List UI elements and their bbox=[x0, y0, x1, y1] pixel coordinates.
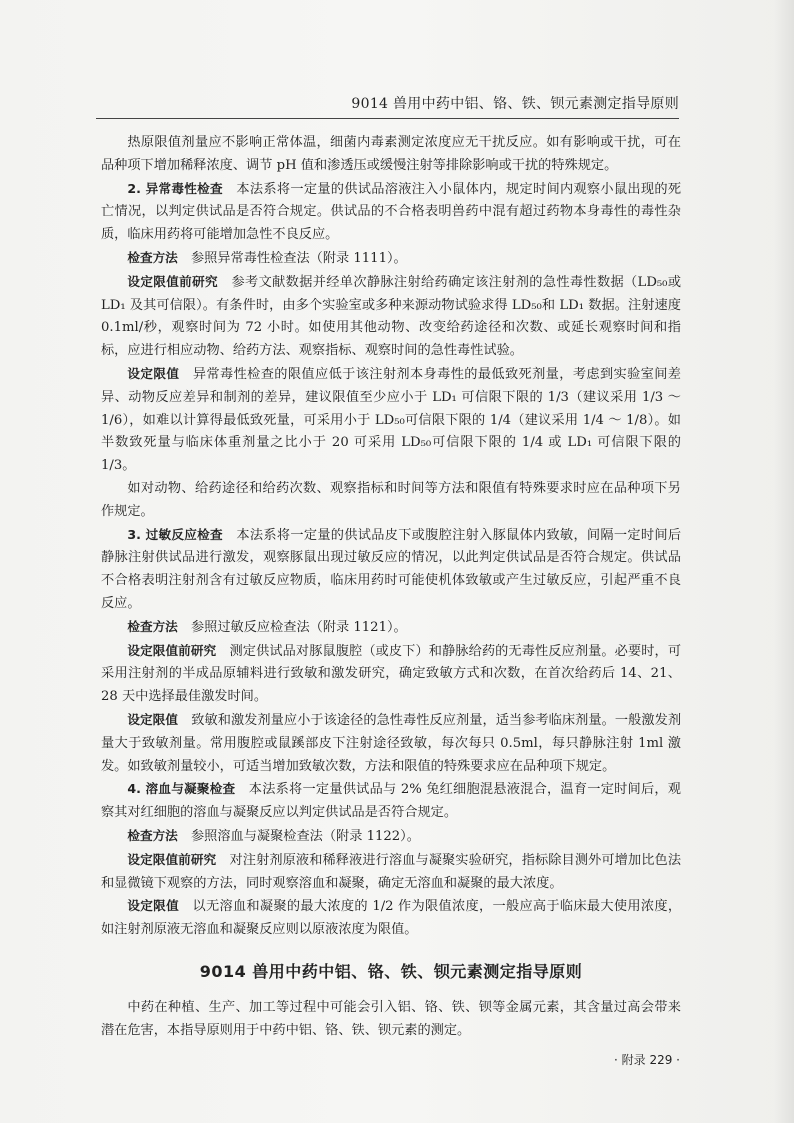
section-title: 9014 兽用中药中铝、铬、铁、钡元素测定指导原则 bbox=[199, 962, 583, 981]
paragraph-heading: 设定限值前研究 bbox=[127, 642, 217, 658]
paragraph-heading: 设定限值 bbox=[127, 898, 179, 914]
paragraph bbox=[101, 178, 681, 247]
running-head-title: 9014 兽用中药中铝、铬、铁、钡元素测定指导原则 bbox=[351, 96, 679, 112]
paragraph-heading: 设定限值 bbox=[127, 365, 180, 381]
paragraph-text: 参照溶血与凝聚检查法（附录 1122）。 bbox=[190, 828, 420, 844]
paragraph bbox=[101, 640, 681, 709]
paragraph-text: 热原限值剂量应不影响正常体温，细菌内毒素测定浓度应无干扰反应。如有影响或干扰，可在品种项下增加稀释浓度、调节 pH 值和渗透压或缓慢注射等排除影响或干扰的特殊规定。 bbox=[101, 135, 681, 173]
paragraph bbox=[101, 363, 681, 478]
paragraph bbox=[101, 132, 681, 178]
paragraph-text: 本法系将一定量的供试品溶液注入小鼠体内，规定时间内观察小鼠出现的死亡情况，以判定供试品是否符合规定。供试品的不合格表明兽药中混有超过药物本身毒性的毒性杂质，临床用药将可能增加急性不良反应。 bbox=[101, 181, 682, 243]
paragraph-heading: 检查方法 bbox=[127, 618, 178, 634]
page-edge-shadow bbox=[774, 0, 794, 1123]
paragraph-text: 如对动物、给药途径和给药次数、观察指标和时间等方法和限值有特殊要求时应在品种项下另作规定。 bbox=[101, 480, 681, 519]
body-text bbox=[101, 132, 681, 942]
paragraph-text: 参照过敏反应检查法（附录 1121）。 bbox=[190, 619, 407, 635]
page-number: · 附录 229 · bbox=[614, 1053, 680, 1067]
paragraph bbox=[101, 709, 681, 778]
paragraph-text: 参照异常毒性检查法（附录 1111）。 bbox=[190, 250, 407, 266]
paragraph-heading: 4. 溶血与凝聚检查 bbox=[127, 781, 236, 797]
paragraph-text: 本法系将一定量供试品与 2% 兔红细胞混悬液混合，温育一定时间后，观察其对红细胞的溶血与凝聚反应以判定供试品是否符合规定。 bbox=[101, 782, 681, 821]
paragraph bbox=[101, 825, 681, 849]
paragraph-heading: 设定限值 bbox=[127, 711, 178, 727]
paragraph-text: 以无溶血和凝聚的最大浓度的 1/2 作为限值浓度，一般应高于临床最大使用浓度，如注射剂原液无溶血和凝聚反应则以原液浓度为限值。 bbox=[101, 899, 682, 938]
paragraph-text: 对注射剂原液和稀释液进行溶血与凝聚实验研究，指标除目测外可增加比色法和显微镜下观察的方法，同时观察溶血和凝聚，确定无溶血和凝聚的最大浓度。 bbox=[101, 852, 682, 891]
paragraph-heading: 检查方法 bbox=[127, 827, 178, 843]
paragraph bbox=[101, 616, 681, 640]
paragraph-heading: 设定限值前研究 bbox=[127, 851, 217, 867]
paragraph-text: 致敏和激发剂量应小于该途径的急性毒性反应剂量，适当参考临床剂量。一般激发剂量大于致敏剂量。常用腹腔或鼠蹊部皮下注射途径致敏，每次每只 0.5ml，每只静脉注射 1ml 激发。如致敏剂量较小，可适当增加致敏次数，方法和限值的特殊要求应在品种项下规定。 bbox=[101, 712, 682, 774]
paragraph-text: 测定供试品对豚鼠腹腔（或皮下）和静脉给药的无毒性反应剂量。必要时，可采用注射剂的半成品原辅料进行致敏和激发研究，确定致敏方式和次数，在首次给药后 14、21、28 天中选择最佳激发时间。 bbox=[101, 643, 682, 705]
paragraph bbox=[101, 271, 681, 363]
paragraph: 中药在种植、生产、加工等过程中可能会引入铝、铬、铁、钡等金属元素，其含量过高会带来潜在危害，本指导原则用于中药中铝、铬、铁、钡元素的测定。 bbox=[101, 1000, 681, 1038]
paragraph-heading: 设定限值前研究 bbox=[127, 273, 218, 289]
running-head bbox=[96, 86, 679, 119]
paragraph bbox=[101, 895, 681, 942]
paragraph-text: 参考文献数据并经单次静脉注射给药确定该注射剂的急性毒性数据（LD₅₀或 LD₁ 及其可信限）。有条件时，由多个实验室或多种来源动物试验求得 LD₅₀和 LD₁ 数据。注射速度 0.1ml/秒，观察时间为 72 小时。如使用其他动物、改变给药途径和次数、或延长观察时间和指标，应进行相应动物、给药方法、观察指标、观察时间的急性毒性试验。 bbox=[101, 274, 682, 359]
paragraph bbox=[101, 778, 681, 825]
intro-text bbox=[101, 996, 681, 1042]
paragraph-heading: 2. 异常毒性检查 bbox=[127, 180, 223, 196]
paragraph bbox=[101, 524, 681, 616]
paragraph-heading: 3. 过敏反应检查 bbox=[127, 526, 223, 542]
paragraph-text: 异常毒性检查的限值应低于该注射剂本身毒性的最低致死剂量，考虑到实验室间差异、动物反应差异和制剂的差异，建议限值至少应小于 LD₁ 可信限下限的 1/3（建议采用 1/3 ～ 1/6），如难以计算得最低致死量，可采用小于 LD₅₀可信限下限的 1/4（建议采用 1/4 ～ 1/8）。如半数致死量与临床体重剂量之比小于 20 可采用 LD₅₀可信限下限的 1/4 或 LD₁ 可信限下限的 1/3。 bbox=[101, 366, 681, 474]
paragraph-heading: 检查方法 bbox=[127, 249, 178, 265]
paragraph bbox=[101, 849, 681, 896]
paragraph bbox=[101, 247, 681, 271]
paragraph bbox=[101, 478, 681, 524]
paragraph-text: 本法系将一定量的供试品皮下或腹腔注射入豚鼠体内致敏，间隔一定时间后静脉注射供试品进行激发，观察豚鼠出现过敏反应的情况，以此判定供试品是否符合规定。供试品不合格表明注射剂含有过敏反应物质，临床用药时可能使机体致敏或产生过敏反应，引起严重不良反应。 bbox=[101, 527, 682, 611]
